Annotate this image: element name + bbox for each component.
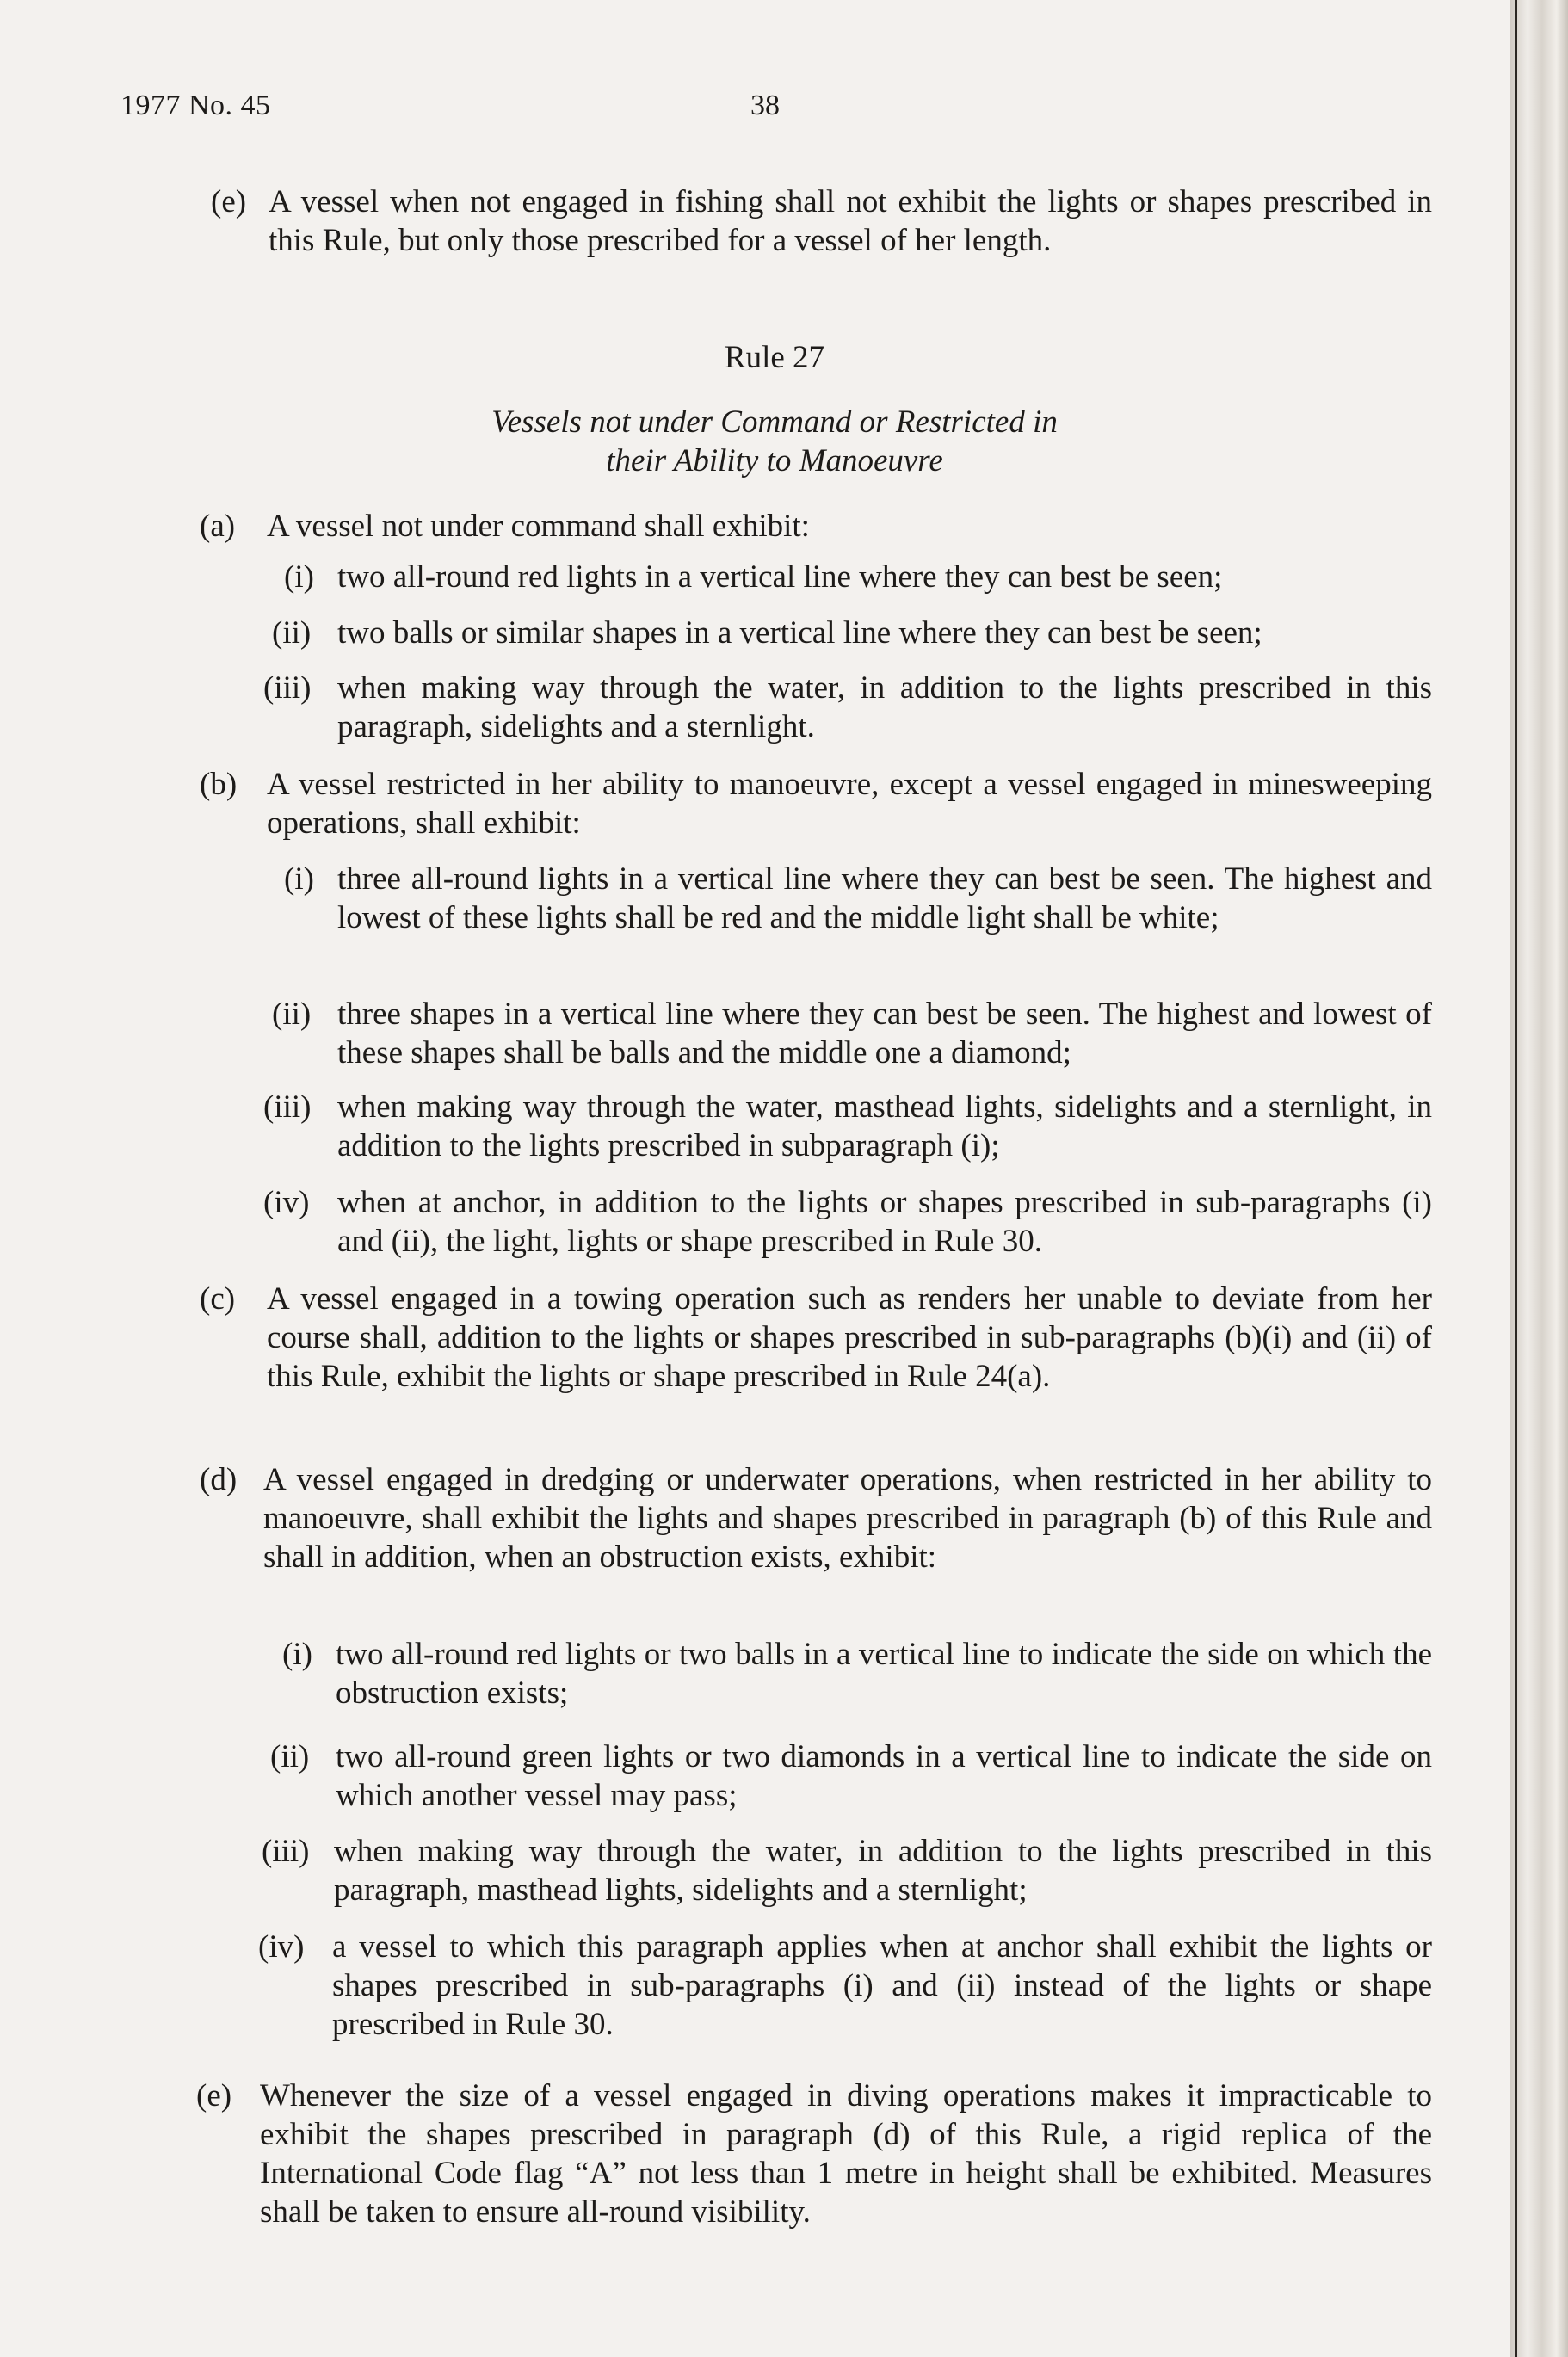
para-d-item-text: two all-round green lights or two diamonds in a vertical line to indicate the side on which another vessel may pass;: [336, 1739, 1432, 1813]
para-c-label: (c): [200, 1281, 236, 1317]
para-d-item-text: two all-round red lights or two balls in a vertical line to indicate the side on which the obstruction exists;: [336, 1637, 1432, 1711]
para-e-text: Whenever the size of a vessel engaged in diving operations makes it impracticable to exhibit the shapes prescribed in paragraph (d) of this Rule, a rigid replica of the International Code flag “A” not less than 1 metre in height shall be exhibited. Measures shall be taken to ensure all-round visibility.: [260, 2078, 1432, 2230]
para-d-item-label: (ii): [270, 1739, 310, 1774]
para-d-item-label: (iv): [258, 1929, 305, 1965]
para-d-item-text: a vessel to which this paragraph applies when at anchor shall exhibit the lights or shapes prescribed in sub-paragraphs (i) and (ii) instead of the lights or shape prescribed in Rule 30.: [332, 1929, 1432, 2042]
para-d-item-label: (i): [282, 1637, 312, 1672]
para-b-item-label: (iv): [263, 1185, 310, 1220]
para-c-text: A vessel engaged in a towing operation such as renders her unable to deviate from her course shall, addition to the lights or shapes prescribed in sub-paragraphs (b)(i) and (ii) of this Rule, exhibit the lights or shape prescribed in Rule 24(a).: [267, 1281, 1432, 1394]
para-b-item-text: three all-round lights in a vertical line where they can best be seen. The highest and lowest of these lights shall be red and the middle light shall be white;: [337, 861, 1432, 935]
para-b-item-text: three shapes in a vertical line where they can best be seen. The highest and lowest of these shapes shall be balls and the middle one a diamond;: [337, 996, 1432, 1071]
para-d-label: (d): [200, 1462, 238, 1497]
rule-subtitle-line2: their Ability to Manoeuvre: [606, 443, 943, 478]
para-b-item-text: when making way through the water, masthead lights, sidelights and a sternlight, in addition to the lights prescribed in subparagraph (i);: [337, 1089, 1432, 1163]
para-b-text: A vessel restricted in her ability to manoeuvre, except a vessel engaged in minesweeping operations, shall exhibit:: [267, 767, 1432, 841]
para-a-item-text: two balls or similar shapes in a vertical line where they can best be seen;: [337, 615, 1262, 651]
page-number: 38: [750, 89, 780, 121]
rule-title: Rule 27: [724, 340, 825, 375]
rule-subtitle-line1: Vessels not under Command or Restricted in: [491, 404, 1058, 440]
top-para-text: A vessel when not engaged in fishing shall not exhibit the lights or shapes prescribed in this Rule, but only those prescribed for a vessel of her length.: [269, 184, 1432, 258]
para-a-item-text: when making way through the water, in addition to the lights prescribed in this paragraph, sidelights and a sternlight.: [337, 670, 1432, 744]
para-b-item-label: (iii): [263, 1089, 312, 1125]
para-a-text: A vessel not under command shall exhibit:: [267, 509, 810, 544]
top-para-label: (e): [211, 184, 247, 219]
para-d-text: A vessel engaged in dredging or underwater operations, when restricted in her ability to manoeuvre, shall exhibit the lights and shapes prescribed in paragraph (b) of this Rule and shall in addition, when an obstruction exists, exhibit:: [263, 1462, 1432, 1575]
page-edge: [1510, 0, 1568, 2357]
para-a-item-label: (ii): [272, 615, 312, 651]
para-a-item-label: (iii): [263, 670, 312, 706]
para-b-item-label: (i): [284, 861, 314, 897]
para-e-label: (e): [196, 2078, 232, 2113]
para-a-item-label: (i): [284, 559, 314, 595]
para-b-label: (b): [200, 767, 238, 802]
para-b-item-label: (ii): [272, 996, 312, 1032]
page-edge-line: [1515, 0, 1517, 2357]
para-a-item-text: two all-round red lights in a vertical line where they can best be seen;: [337, 559, 1223, 595]
para-d-item-text: when making way through the water, in addition to the lights prescribed in this paragraph, masthead lights, sidelights and a sternlight;: [334, 1834, 1432, 1908]
para-d-item-label: (iii): [262, 1834, 310, 1869]
header-statute-reference: 1977 No. 45: [120, 89, 271, 121]
para-b-item-text: when at anchor, in addition to the lights or shapes prescribed in sub-paragraphs (i) and (ii), the light, lights or shape prescribed in Rule 30.: [337, 1185, 1432, 1259]
para-a-label: (a): [200, 509, 236, 544]
